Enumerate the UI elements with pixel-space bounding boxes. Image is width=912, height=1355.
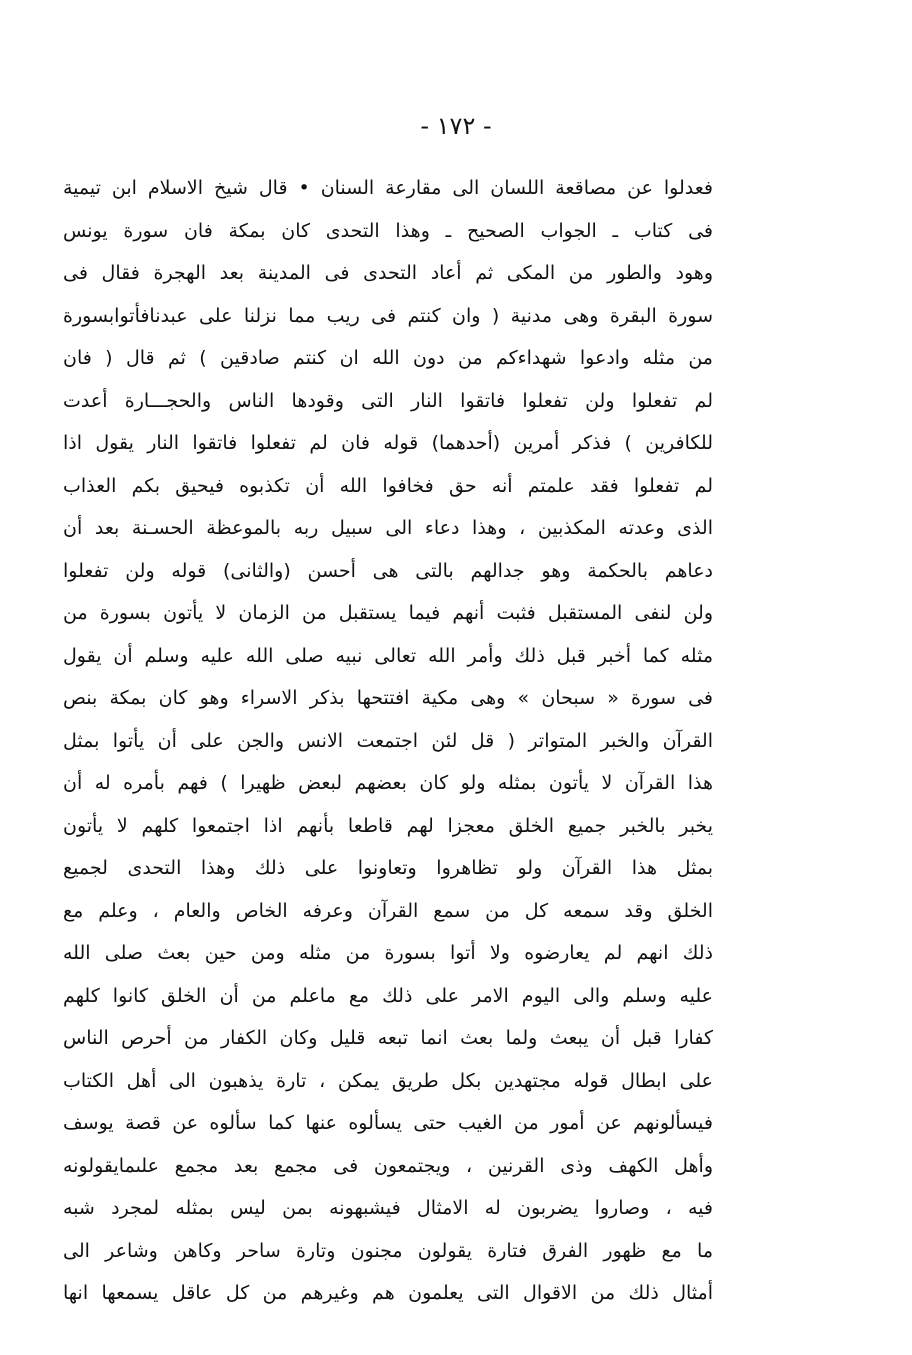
text-line: هذا القرآن لا يأتون بمثله ولو كان بعضهم لبعض ظهيرا ) فهم بأمره له أن (63, 772, 713, 794)
text-line: أمثال ذلك من الاقوال التى يعلمون هم وغيرهم من كل عاقل يسمعها انها (63, 1282, 713, 1304)
text-line: الذى وعدته المكذبين ، وهذا دعاء الى سبيل ربه بالموعظة الحسـنة بعد أن (63, 517, 713, 539)
page-number: - ١٧٢ - (420, 112, 492, 140)
text-line: فى كتاب ـ الجواب الصحيح ـ وهذا التحدى كان بمكة فان سورة يونس (63, 219, 713, 242)
text-line: وهود والطور من المكى ثم أعاد التحدى فى المدينة بعد الهجرة فقال فى (63, 262, 713, 284)
text-line: ولن لنفى المستقبل فثبت أنهم فيما يستقبل من الزمان لا يأتون بسورة من (63, 602, 713, 624)
text-line: عليه وسلم والى اليوم الامر على ذلك مع ماعلم من أن الخلق كانوا كلهم (63, 984, 713, 1007)
text-line: دعاهم بالحكمة وهو جدالهم بالتى هى أحسن (والثانى) قوله ولن تفعلوا (63, 559, 713, 582)
text-line: لم تفعلوا ولن تفعلوا فاتقوا النار التى وقودها الناس والحجـــارة أعدت (63, 389, 713, 412)
text-line: فيه ، وصاروا يضربون له الامثال فيشبهونه بمن ليس بمثله لمجرد شبه (63, 1197, 713, 1219)
text-line: للكافرين ) فذكر أمرين (أحدهما) قوله فان لم تفعلوا فاتقوا النار يقول اذا (63, 432, 713, 454)
text-line: على ابطال قوله مجتهدين بكل طريق يمكن ، تارة يذهبون الى أهل الكتاب (63, 1069, 713, 1092)
text-line: مثله كما أخبر قبل ذلك وأمر الله تعالى نبيه صلى الله عليه وسلم أن يقول (63, 644, 713, 667)
body-text (63, 167, 713, 1315)
text-line: ذلك انهم لم يعارضوه ولا أتوا بسورة من مثله ومن حين بعث صلى الله (63, 942, 713, 964)
text-line: فعدلوا عن مصاقعة اللسان الى مقارعة السنان • قال شيخ الاسلام ابن تيمية (63, 177, 713, 199)
text-line: بمثل هذا القرآن ولو تظاهروا وتعاونوا على ذلك وهذا التحدى لجميع (63, 857, 713, 879)
text-line: من مثله وادعوا شهداءكم من دون الله ان كنتم صادقين ) ثم قال ( فان (63, 347, 713, 369)
text-line: القرآن والخبر المتواتر ( قل لئن اجتمعت الانس والجن على أن يأتوا بمثل (63, 729, 713, 752)
text-line: ما مع ظهور الفرق فتارة يقولون مجنون وتارة ساحر وكاهن وشاعر الى (63, 1239, 713, 1262)
text-line: لم تفعلوا فقد علمتم أنه حق فخافوا الله أن تكذبوه فيحيق بكم العذاب (63, 474, 713, 497)
text-line: كفارا قبل أن يبعث ولما بعث انما تبعه قليل وكان الكفار من أحرص الناس (63, 1027, 713, 1049)
text-line: يخبر بالخبر جميع الخلق معجزا لهم قاطعا بأنهم اذا اجتمعوا كلهم لا يأتون (63, 814, 713, 837)
text-line: فيسألونهم عن أمور من الغيب حتى يسألوه عنها كما سألوه عن قصة يوسف (63, 1112, 713, 1134)
text-line: الخلق وقد سمعه كل من سمع القرآن وعرفه الخاص والعام ، وعلم مع (63, 899, 713, 922)
text-line: سورة البقرة وهى مدنية ( وان كنتم فى ريب مما نزلنا على عبدنافأتوابسورة (63, 304, 713, 327)
text-line: فى سورة « سبحان » وهى مكية افتتحها بذكر الاسراء وهو كان بمكة بنص (63, 687, 713, 709)
text-line: وأهل الكهف وذى القرنين ، ويجتمعون فى مجمع بعد مجمع علىمايقولونه (63, 1154, 713, 1177)
